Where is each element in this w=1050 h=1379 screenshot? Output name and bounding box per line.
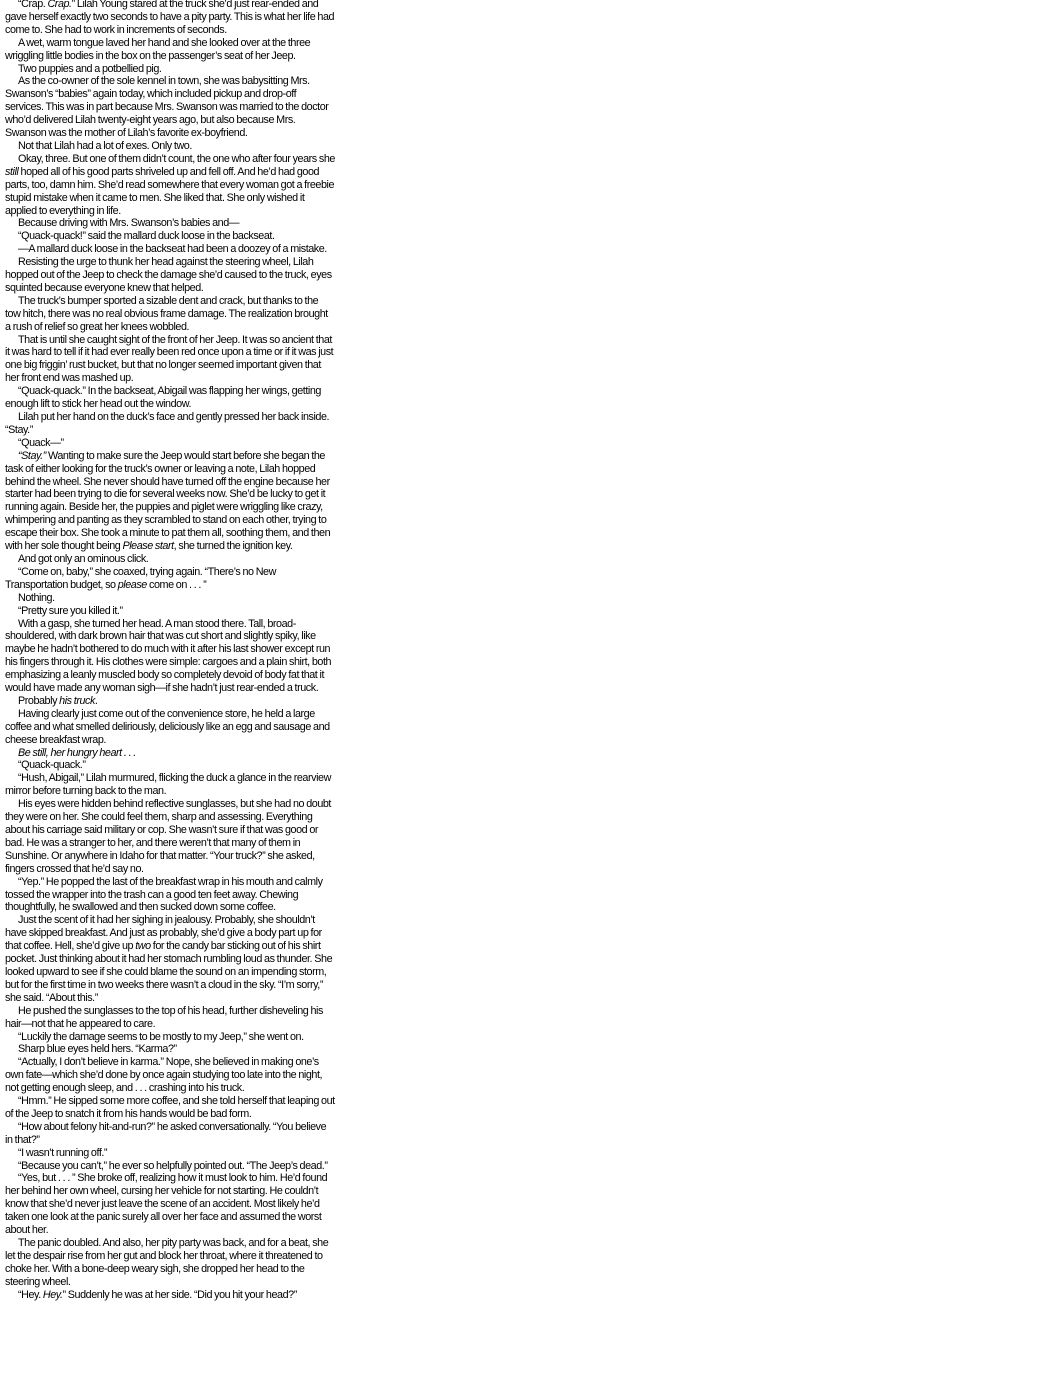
text-run: “Luckily the damage seems to be mostly to my Jeep,” she went on. bbox=[18, 1030, 304, 1043]
text-run: “Yes, but . . . ” She broke off, realizing how it must look to him. He’d found her behind her own wheel, cursing her vehicle for not starting. He couldn’t know that she’d never just leave the scene of an accident. Most likely he’d taken one look at the panic surely all over her face and assumed the worst about her. bbox=[5, 1172, 328, 1237]
text-run: “Quack-quack.” In the backseat, Abigail was flapping her wings, getting enough lift to stick her head out the window. bbox=[5, 385, 321, 411]
paragraph bbox=[5, 914, 335, 1004]
paragraph bbox=[5, 153, 335, 218]
text-run: “Pretty sure you killed it.” bbox=[18, 604, 123, 617]
text-run: Having clearly just come out of the convenience store, he held a large coffee and what smelled deliriously, deliciously like an egg and sausage and cheese breakfast wrap. bbox=[5, 707, 330, 746]
italic-text: two bbox=[135, 940, 151, 953]
paragraph bbox=[5, 295, 335, 334]
paragraph bbox=[5, 592, 335, 605]
text-run: Two puppies and a potbellied pig. bbox=[18, 62, 162, 75]
text-run: Not that Lilah had a lot of exes. Only two. bbox=[18, 139, 192, 152]
paragraph bbox=[5, 256, 335, 295]
paragraph bbox=[5, 217, 335, 230]
paragraph bbox=[5, 618, 335, 695]
text-run: The truck’s bumper sported a sizable dent and crack, but thanks to the tow hitch, there was no real obvious frame damage. The realization brought a rush of relief so great her knees wobbled. bbox=[5, 294, 328, 333]
italic-text: Hey. bbox=[42, 1288, 63, 1301]
paragraph bbox=[5, 1031, 335, 1044]
text-run: Lilah put her hand on the duck’s face and gently pressed her back inside. “Stay.” bbox=[5, 411, 330, 436]
text-run: That is until she caught sight of the front of her Jeep. It was so ancient that it was hard to tell if it had ever really been red once upon a time or if it was just one big friggin’ rust bucket, but that no longer seemed important given that her front end was mashed up. bbox=[5, 333, 334, 385]
text-run: Nothing. bbox=[18, 591, 55, 604]
paragraph bbox=[5, 566, 335, 592]
italic-text: Please start bbox=[122, 540, 174, 553]
text-run: A wet, warm tongue laved her hand and she looked over at the three wriggling little bodies in the box on the passenger’s seat of her Jeep. bbox=[5, 36, 311, 62]
text-run: And got only an ominous click. bbox=[18, 552, 149, 565]
text-run: Because driving with Mrs. Swanson’s babies and— bbox=[18, 217, 240, 230]
text-run: come on . . . ” bbox=[146, 578, 207, 591]
text-run: “Yep.” He popped the last of the breakfast wrap in his mouth and calmly tossed the wrapper into the trash can a good ten feet away. Chewing thoughtfully, he swallowed and then sucked down some coffee. bbox=[5, 875, 323, 914]
italic-text: please bbox=[117, 578, 147, 591]
text-run: Wanting to make sure the Jeep would start before she began the task of either looking for the truck’s owner or leaving a note, Lilah hopped behind the wheel. She never should have turned off the engine because her starter had been trying to die for several weeks now. She’d be lucky to get it running again. Beside her, the puppies and piglet were wriggling like crazy, whimpering and panting as they scrambled to stand on each other, trying to escape their box. She took a minute to pat them all, soothing them, and then with her sole thought being bbox=[5, 449, 331, 553]
text-run: hoped all of his good parts shriveled up and fell off. And he’d had good parts, too, damn him. She’d read somewhere that every woman got a freebie stupid mistake when it came to men. She liked that. She only wished it applied to everything in life. bbox=[5, 165, 335, 217]
italic-text: still bbox=[5, 165, 19, 178]
paragraph bbox=[5, 759, 335, 772]
paragraph bbox=[5, 876, 335, 915]
paragraph bbox=[5, 553, 335, 566]
paragraph bbox=[5, 695, 335, 708]
paragraph bbox=[5, 450, 335, 553]
paragraph bbox=[5, 798, 335, 875]
text-run: He pushed the sunglasses to the top of his head, further disheveling his hair—not that he appeared to care. bbox=[5, 1004, 323, 1030]
paragraph bbox=[5, 334, 335, 386]
text-run: “Come on, baby,” she coaxed, trying again. “There’s no New Transportation budget, so bbox=[5, 565, 276, 591]
book-page bbox=[5, 0, 335, 1302]
text-run: Just the scent of it had her sighing in jealousy. Probably, she shouldn’t have skipped breakfast. And just as probably, she’d give a body part up for that coffee. Hell, she’d give up bbox=[5, 914, 322, 953]
italic-text: “Stay.” bbox=[18, 449, 46, 462]
paragraph bbox=[5, 747, 335, 760]
paragraph bbox=[5, 385, 335, 411]
paragraph bbox=[5, 37, 335, 63]
paragraph bbox=[5, 230, 335, 243]
paragraph bbox=[5, 243, 335, 256]
text-run: With a gasp, she turned her head. A man stood there. Tall, broad-shouldered, with dark brown hair that was cut short and slightly spiky, like maybe he hadn’t bothered to do much with it after his last shower except run his fingers through it. His clothes were simple: cargoes and a plain shirt, both emphasizing a leanly muscled body so completely devoid of body fat that it would have made any woman sigh—if she hadn’t just rear-ended a truck. bbox=[5, 617, 332, 695]
text-run: “Quack-quack.” bbox=[18, 759, 86, 772]
text-run: “How about felony hit-and-run?” he asked conversationally. “You believe in that?” bbox=[5, 1120, 327, 1146]
text-run: Okay, three. But one of them didn’t count, the one who after four years she bbox=[18, 152, 335, 165]
text-run: Probably bbox=[18, 694, 60, 707]
paragraph bbox=[5, 140, 335, 153]
text-run: . bbox=[94, 694, 98, 707]
text-run: The panic doubled. And also, her pity party was back, and for a beat, she let the despair rise from her gut and block her throat, where it threatened to choke her. With a bone-deep weary sigh, she dropped her head to the steering wheel. bbox=[5, 1237, 329, 1288]
paragraph bbox=[5, 1005, 335, 1031]
paragraph bbox=[5, 1121, 335, 1147]
italic-text: Crap. bbox=[47, 0, 72, 10]
text-run: “Quack-quack!” said the mallard duck loose in the backseat. bbox=[18, 230, 275, 243]
text-run: ” Lilah Young stared at the truck she’d just rear-ended and gave herself exactly two seconds to have a pity party. This is what her life had come to. She had to work in increments of seconds. bbox=[5, 0, 335, 36]
paragraph bbox=[5, 1095, 335, 1121]
text-run: “I wasn’t running off.” bbox=[18, 1146, 108, 1159]
text-run: —A mallard duck loose in the backseat had been a doozey of a mistake. bbox=[18, 243, 327, 256]
paragraph bbox=[5, 1237, 335, 1289]
text-run: Sharp blue eyes held hers. “Karma?” bbox=[18, 1043, 177, 1056]
italic-text: Be still, her hungry heart . . . bbox=[18, 746, 136, 759]
paragraph bbox=[5, 437, 335, 450]
paragraph bbox=[5, 75, 335, 140]
paragraph bbox=[5, 1056, 335, 1095]
paragraph bbox=[5, 1160, 335, 1173]
text-run: , she turned the ignition key. bbox=[173, 540, 293, 553]
text-run: Resisting the urge to thunk her head against the steering wheel, Lilah hopped out of the Jeep to check the damage she’d caused to the truck, eyes squinted because everyone knew that helped. bbox=[5, 256, 332, 294]
text-run: “Hey. bbox=[18, 1288, 43, 1301]
text-run: ” Suddenly he was at her side. “Did you hit your head?” bbox=[62, 1288, 297, 1301]
paragraph bbox=[5, 772, 335, 798]
text-run: His eyes were hidden behind reflective sunglasses, but she had no doubt they were on her. She could feel them, sharp and assessing. Everything about his carriage said military or cop. She wasn’t sure if that was good or bad. He was a stranger to her, and there weren’t that many of them in Sunshine. Or anywhere in Idaho for that matter. “Your truck?” she asked, fingers crossed that he’d say no. bbox=[5, 798, 331, 875]
paragraph bbox=[5, 411, 335, 437]
text-run: “Because you can’t,” he ever so helpfully pointed out. “The Jeep’s dead.” bbox=[18, 1159, 328, 1172]
text-run: “Actually, I don’t believe in karma.” Nope, she believed in making one’s own fate—which she’d done by once again studying too late into the night, not getting enough sleep, and . . . crashing into his truck. bbox=[5, 1056, 323, 1095]
paragraph bbox=[5, 605, 335, 618]
text-run: “Hmm.” He sipped some more coffee, and she told herself that leaping out of the Jeep to snatch it from his hands would be bad form. bbox=[5, 1095, 335, 1120]
text-run: “Crap. bbox=[18, 0, 48, 10]
text-run: “Hush, Abigail,” Lilah murmured, flicking the duck a glance in the rearview mirror before turning back to the man. bbox=[5, 772, 331, 798]
paragraph bbox=[5, 1147, 335, 1160]
text-run: As the co-owner of the sole kennel in town, she was babysitting Mrs. Swanson’s “babies” again today, which included pickup and drop-off services. This was in part because Mrs. Swanson was married to the doctor who’d delivered Lilah twenty-eight years ago, but also because Mrs. Swanson was the mother of Lilah’s favorite ex-boyfriend. bbox=[5, 75, 329, 140]
paragraph bbox=[5, 1289, 335, 1302]
italic-text: his truck bbox=[59, 694, 95, 707]
paragraph bbox=[5, 0, 335, 37]
text-run: for the candy bar sticking out of his shirt pocket. Just thinking about it had her stomach rumbling loud as thunder. She looked upward to see if she could blame the sound on an impending storm, but for the first time in two weeks there wasn’t a cloud in the sky. “I’m sorry,” she said. “About this.” bbox=[5, 940, 333, 1004]
paragraph bbox=[5, 63, 335, 76]
paragraph bbox=[5, 1043, 335, 1056]
text-run: “Quack—” bbox=[18, 436, 64, 449]
paragraph bbox=[5, 1172, 335, 1237]
paragraph bbox=[5, 708, 335, 747]
